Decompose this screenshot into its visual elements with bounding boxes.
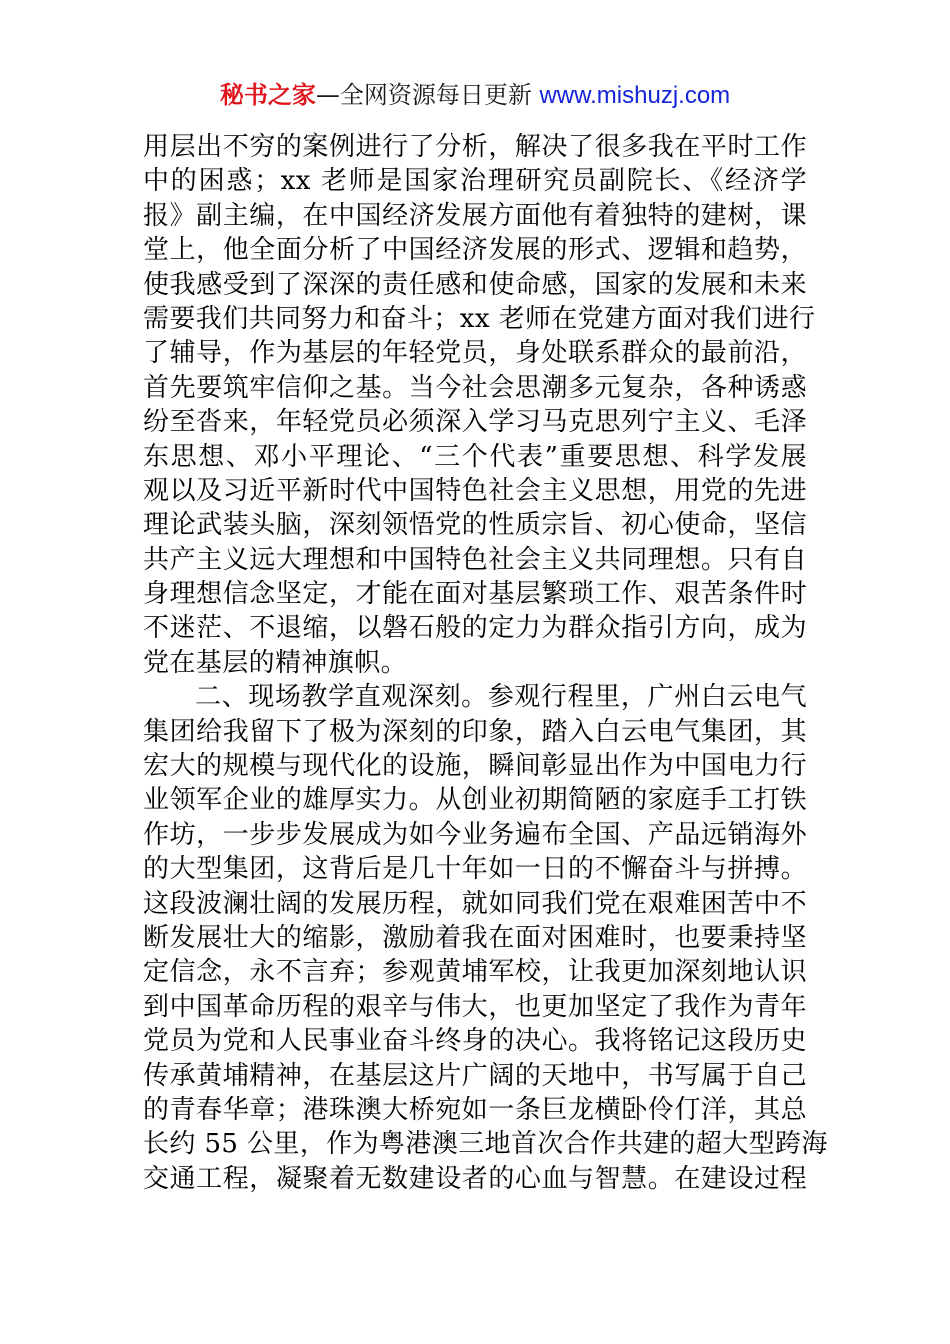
text-line: 传承黄埔精神，在基层这片广阔的天地中，书写属于自己 bbox=[143, 1060, 807, 1091]
text-line: 东思想、邓小平理论、“三个代表”重要思想、科学发展 bbox=[143, 441, 807, 472]
text-line: 这段波澜壮阔的发展历程，就如同我们党在艰难困苦中不 bbox=[143, 888, 807, 919]
text-line: 作坊，一步步发展成为如今业务遍布全国、产品远销海外 bbox=[143, 819, 807, 850]
text-line: 的青春华章；港珠澳大桥宛如一条巨龙横卧伶仃洋，其总 bbox=[143, 1094, 807, 1125]
text-line: 的大型集团，这背后是几十年如一日的不懈奋斗与拼搏。 bbox=[143, 854, 807, 885]
text-line: 党员为党和人民事业奋斗终身的决心。我将铭记这段历史 bbox=[143, 1026, 807, 1057]
text-line: 集团给我留下了极为深刻的印象，踏入白云电气集团，其 bbox=[143, 716, 807, 747]
text-line: 业领军企业的雄厚实力。从创业初期简陋的家庭手工打铁 bbox=[143, 785, 807, 816]
text-line: 报》副主编，在中国经济发展方面他有着独特的建树，课 bbox=[143, 200, 807, 231]
text-line: 使我感受到了深深的责任感和使命感，国家的发展和未来 bbox=[143, 269, 807, 300]
text-line: 中的困惑；xx 老师是国家治理研究员副院长、《经济学 bbox=[143, 166, 807, 197]
site-tagline: —全网资源每日更新 bbox=[315, 81, 540, 109]
text-line: 定信念，永不言弃；参观黄埔军校，让我更加深刻地认识 bbox=[143, 957, 807, 988]
text-line: 了辅导，作为基层的年轻党员，身处联系群众的最前沿， bbox=[143, 338, 807, 369]
section-heading-line: 二、现场教学直观深刻。参观行程里，广州白云电气 bbox=[195, 682, 807, 713]
text-line: 身理想信念坚定，才能在面对基层繁琐工作、艰苦条件时 bbox=[143, 579, 807, 610]
text-line: 堂上，他全面分析了中国经济发展的形式、逻辑和趋势， bbox=[143, 235, 807, 266]
text-line: 理论武装头脑，深刻领悟党的性质宗旨、初心使命，坚信 bbox=[143, 510, 807, 541]
text-line: 首先要筑牢信仰之基。当今社会思潮多元复杂，各种诱惑 bbox=[143, 372, 807, 403]
page-header bbox=[0, 78, 950, 113]
text-line: 纷至沓来，年轻党员必须深入学习马克思列宁主义、毛泽 bbox=[143, 407, 807, 438]
site-url-link[interactable]: www.mishuzj.com bbox=[539, 82, 731, 109]
text-line: 共产主义远大理想和中国特色社会主义共同理想。只有自 bbox=[143, 544, 807, 575]
text-line: 宏大的规模与现代化的设施，瞬间彰显出作为中国电力行 bbox=[143, 751, 807, 782]
text-line: 用层出不穷的案例进行了分析，解决了很多我在平时工作 bbox=[143, 132, 807, 162]
text-line: 交通工程，凝聚着无数建设者的心血与智慧。在建设过程 bbox=[143, 1163, 807, 1194]
text-line: 需要我们共同努力和奋斗；xx 老师在党建方面对我们进行 bbox=[143, 303, 816, 334]
text-line: 观以及习近平新时代中国特色社会主义思想，用党的先进 bbox=[143, 475, 807, 506]
text-line: 不迷茫、不退缩，以磐石般的定力为群众指引方向，成为 bbox=[143, 613, 807, 644]
text-line: 到中国革命历程的艰辛与伟大，也更加坚定了我作为青年 bbox=[143, 991, 807, 1022]
site-brand: 秘书之家 bbox=[219, 81, 316, 109]
paragraph-end-line: 党在基层的精神旗帜。 bbox=[143, 647, 408, 678]
text-line: 断发展壮大的缩影，激励着我在面对困难时，也要秉持坚 bbox=[143, 922, 807, 953]
document-body bbox=[143, 130, 828, 1196]
text-line: 长约 55 公里，作为粤港澳三地首次合作共建的超大型跨海 bbox=[143, 1129, 828, 1160]
